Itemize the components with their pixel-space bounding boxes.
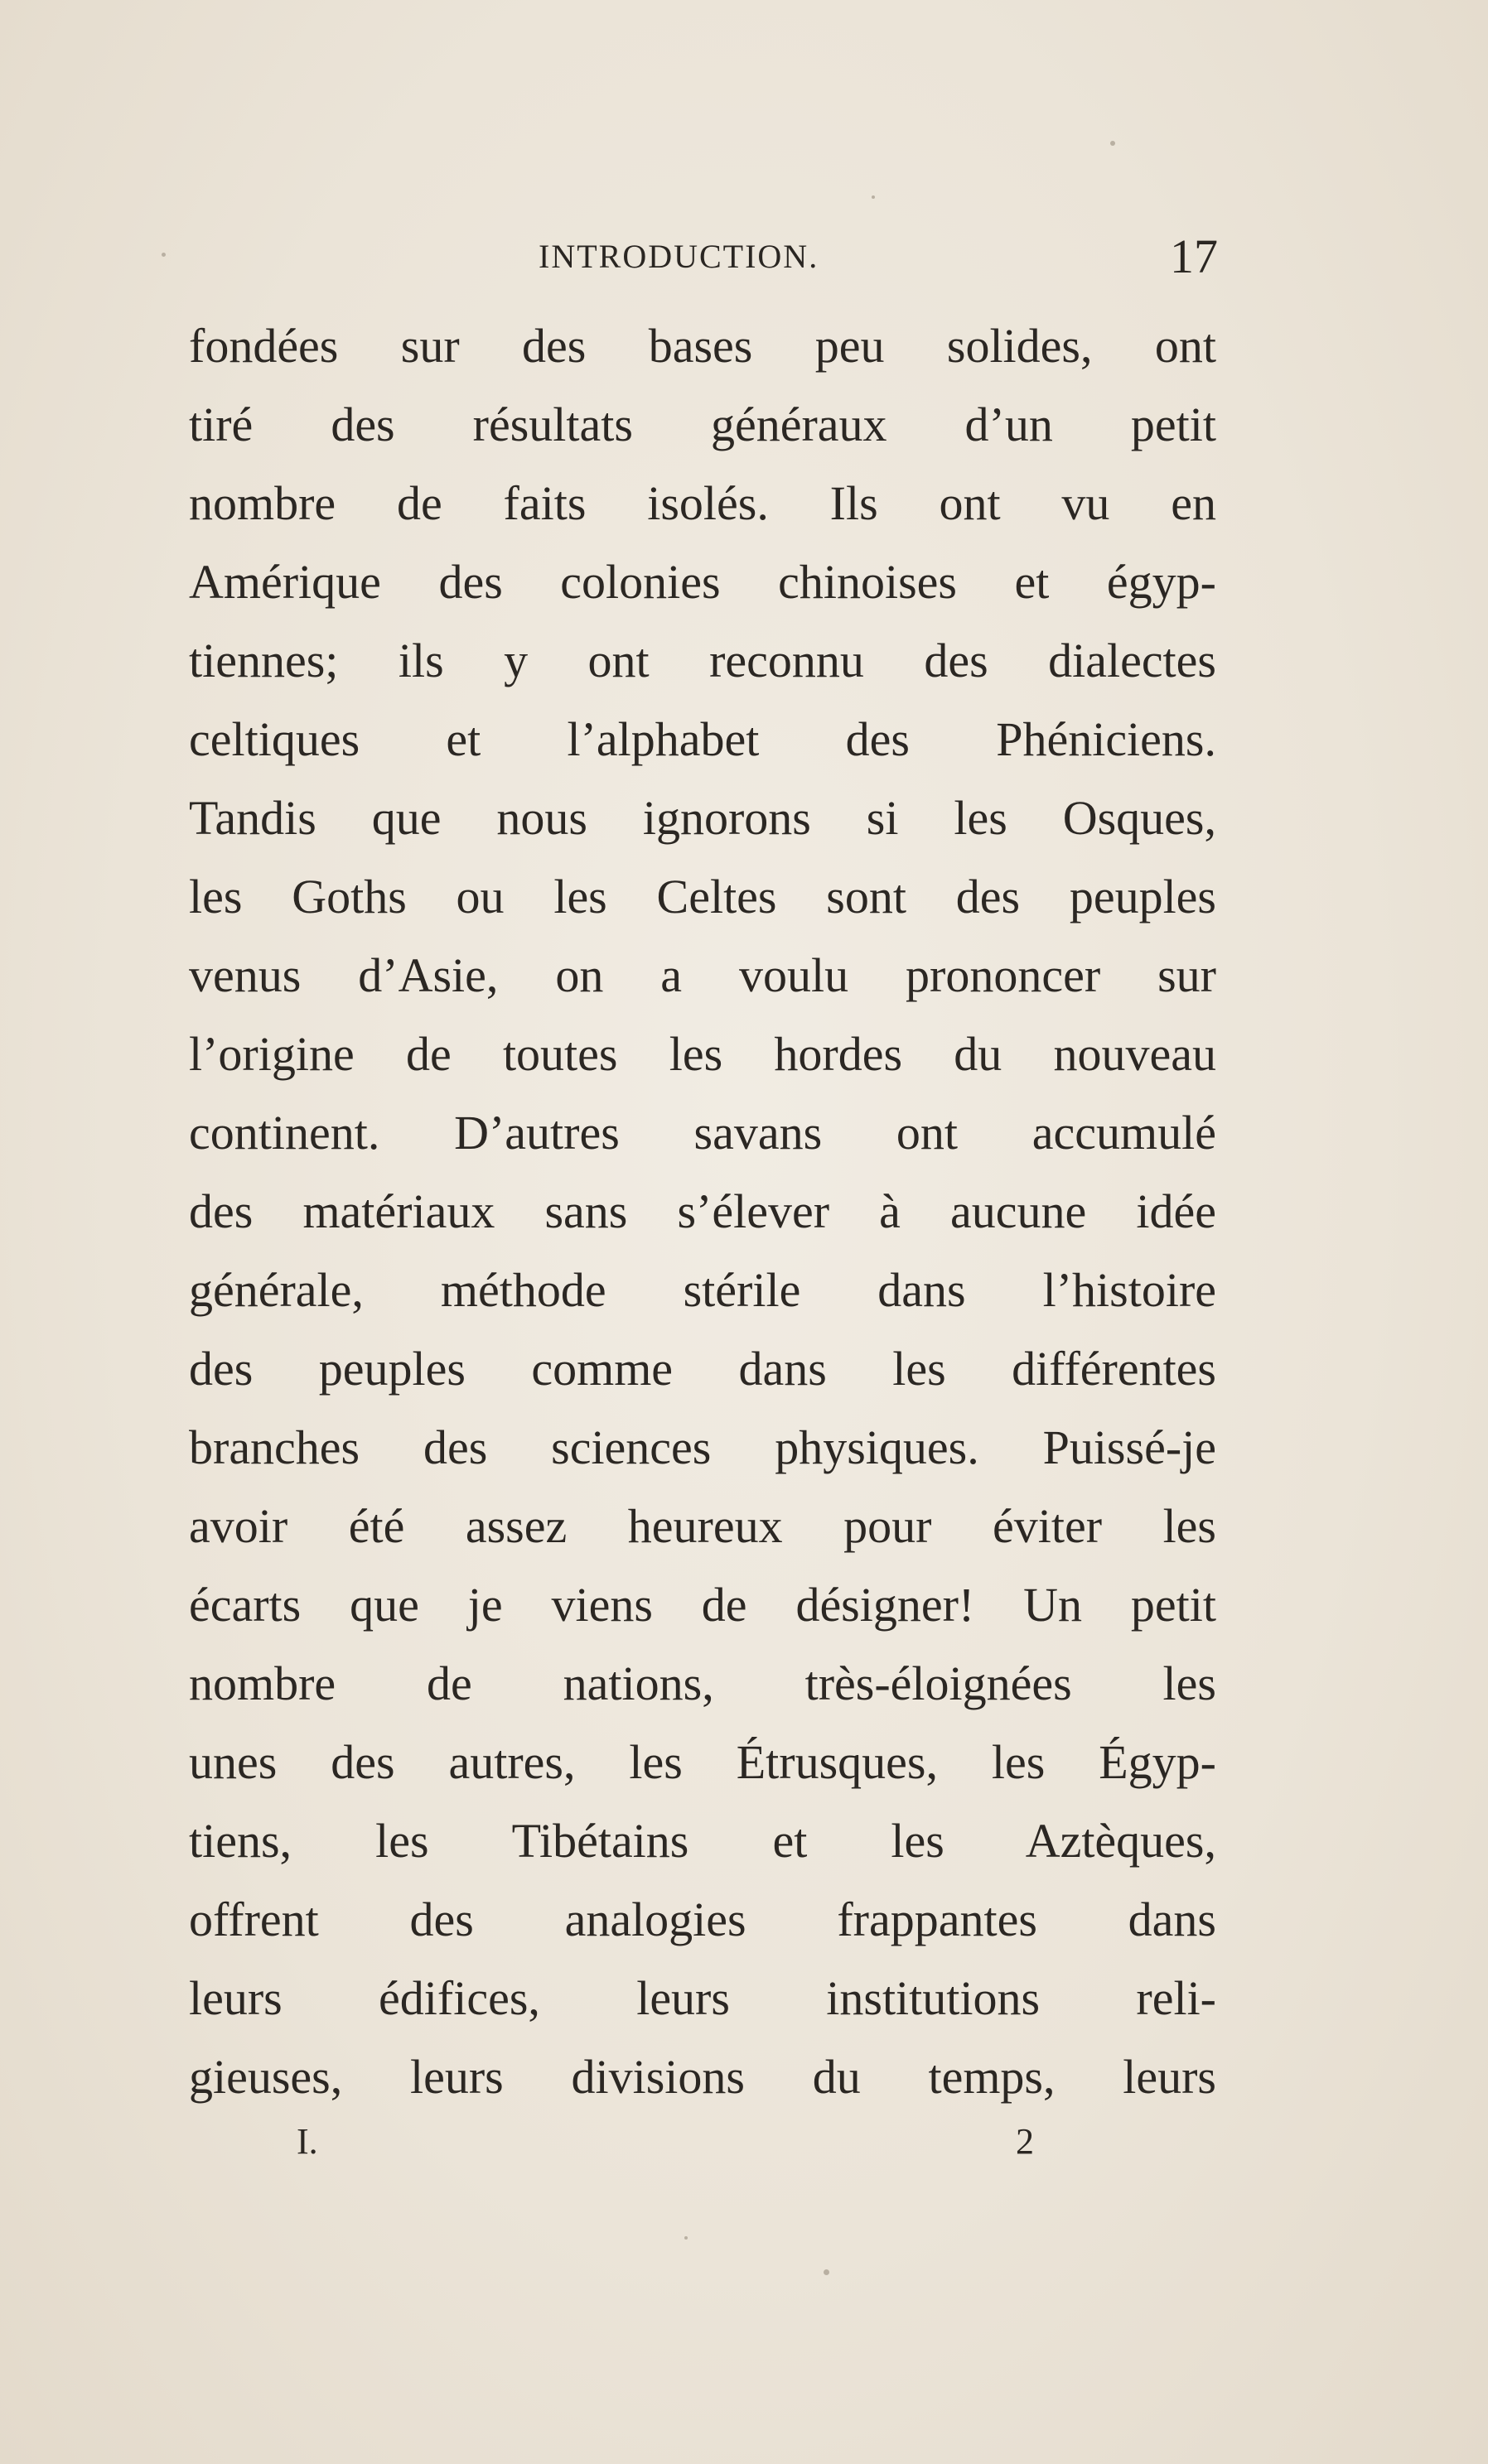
paper-speck	[1110, 141, 1115, 146]
text-line: unes des autres, les Étrusques, les Égyp-	[189, 1735, 1216, 1789]
text-line: nombre de nations, très-éloignées les	[189, 1656, 1216, 1710]
text-line: des matériaux sans s’élever à aucune idée	[189, 1184, 1216, 1238]
text-line: générale, méthode stérile dans l’histoire	[189, 1263, 1216, 1317]
text-line: celtiques et l’alphabet des Phéniciens.	[189, 712, 1216, 766]
text-line: l’origine de toutes les hordes du nouveau	[189, 1027, 1216, 1081]
text-line: tiré des résultats généraux d’un petit	[189, 398, 1216, 451]
text-line: Tandis que nous ignorons si les Osques,	[189, 791, 1216, 845]
text-line: leurs édifices, leurs institutions reli-	[189, 1971, 1216, 2025]
text-line: venus d’Asie, on a voulu prononcer sur	[189, 948, 1216, 1002]
page-footer	[297, 2120, 1042, 2170]
signature-mark: I.	[297, 2121, 318, 2162]
text-line: fondées sur des bases peu solides, ont	[189, 319, 1216, 373]
text-line: offrent des analogies frappantes dans	[189, 1893, 1216, 1946]
text-line: Amérique des colonies chinoises et égyp-	[189, 555, 1216, 609]
paper-speck	[824, 2269, 829, 2275]
text-line: branches des sciences physiques. Puissé-je	[189, 1420, 1216, 1474]
text-line: tiens, les Tibétains et les Aztèques,	[189, 1814, 1216, 1868]
running-title: INTRODUCTION.	[539, 238, 819, 275]
text-line: des peuples comme dans les différentes	[189, 1342, 1216, 1396]
running-head	[191, 229, 1218, 287]
body-text	[189, 306, 1216, 2116]
text-line: écarts que je viens de désigner! Un petit	[189, 1578, 1216, 1632]
text-line: continent. D’autres savans ont accumulé	[189, 1106, 1216, 1160]
paper-speck	[872, 195, 875, 199]
text-line: les Goths ou les Celtes sont des peuples	[189, 870, 1216, 923]
paper-speck	[684, 2236, 688, 2240]
signature-number: 2	[1016, 2121, 1034, 2162]
page-number: 17	[1170, 229, 1218, 283]
text-line: gieuses, leurs divisions du temps, leurs	[189, 2050, 1216, 2104]
text-line: avoir été assez heureux pour éviter les	[189, 1499, 1216, 1553]
paper-speck	[162, 253, 166, 257]
text-line: tiennes; ils y ont reconnu des dialectes	[189, 634, 1216, 687]
text-line: nombre de faits isolés. Ils ont vu en	[189, 476, 1216, 530]
